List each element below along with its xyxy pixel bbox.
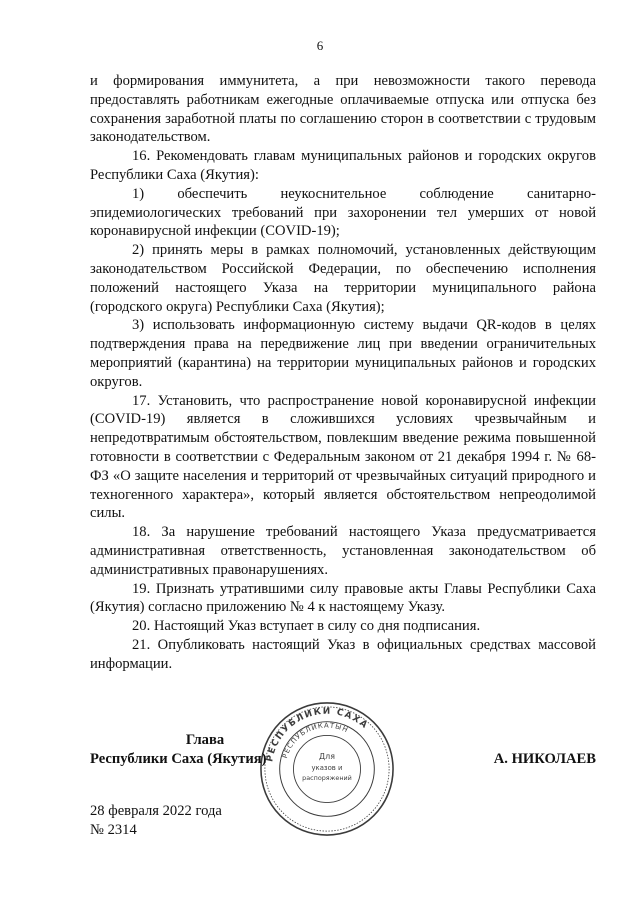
seal-outer-text: РЕСПУБЛИКИ САХА bbox=[265, 706, 370, 763]
page-number: 6 bbox=[316, 38, 324, 53]
paragraph-continuation: и формирования иммунитета, а при невозможности такого перевода предоставлять работникам ежегодные оплачиваемые отпуска или отпуска без сохранения заработной платы по соглашению сторон в соответствии с трудовым законодательством. bbox=[90, 73, 596, 146]
paragraph-16-item-1: 1) обеспечить неукоснительное соблюдение санитарно-эпидемиологических требований при захоронении тел умерших от новой коронавирусной инфекции (COVID-19); bbox=[90, 185, 596, 240]
paragraph-17: 17. Установить, что распространение новой коронавирусной инфекции (COVID-19) является в сложившихся условиях чрезвычайным и непредотвратимым обстоятельством, повлекшим введение режима повышенной готовности в соответствии с Федеральным законом от 21 декабря 1994 г. № 68-ФЗ «О защите населения и территорий от чрезвычайных ситуаций природного и техногенного характера», который является обстоятельством непреодолимой силы. bbox=[90, 392, 596, 522]
seal-center-line2: указов и bbox=[311, 763, 343, 772]
seal-center-line3: распоряжений bbox=[302, 773, 352, 782]
decree-body bbox=[90, 72, 596, 674]
paragraph-16-item-2: 2) принять меры в рамках полномочий, установленных действующим законодательством Российской Федерации, по обеспечению исполнения положений настоящего Указа на территории муниципального района (городского округа) Республики Саха (Якутия); bbox=[90, 242, 596, 315]
seal-inner-text: РЕСПУБЛИКАТЫН bbox=[281, 721, 350, 760]
document-date: 28 февраля 2022 года bbox=[90, 803, 222, 819]
paragraph-19: 19. Признать утратившими силу правовые акты Главы Республики Саха (Якутия) согласно приложению № 4 к настоящему Указу. bbox=[90, 580, 596, 616]
paragraph-18: 18. За нарушение требований настоящего Указа предусматривается административная ответственность, установленная законодательством об административных правонарушениях. bbox=[90, 524, 596, 578]
paragraph-16-item-3: 3) использовать информационную систему выдачи QR-кодов в целях подтверждения права на передвижение лиц при введении ограничительных мероприятий (карантина) на территории муниципальных районов и городских округов. bbox=[90, 317, 596, 390]
signatory-name: А. НИКОЛАЕВ bbox=[493, 751, 596, 767]
seal-center-line1: Для bbox=[319, 752, 335, 762]
paragraph-16: 16. Рекомендовать главам муниципальных районов и городских округов Республики Саха (Якутия): bbox=[90, 148, 596, 183]
official-seal-icon bbox=[258, 700, 396, 838]
signatory-title bbox=[90, 731, 280, 769]
signatory-title-line2: Республики Саха (Якутия) bbox=[90, 750, 267, 767]
document-number: № 2314 bbox=[90, 822, 137, 838]
svg-text:РЕСПУБЛИКИ САХА bbox=[265, 707, 370, 763]
paragraph-21: 21. Опубликовать настоящий Указ в официальных средствах массовой информации. bbox=[90, 636, 596, 672]
paragraph-20: 20. Настоящий Указ вступает в силу со дня подписания. bbox=[132, 618, 481, 635]
signatory-title-line1: Глава bbox=[185, 732, 225, 748]
